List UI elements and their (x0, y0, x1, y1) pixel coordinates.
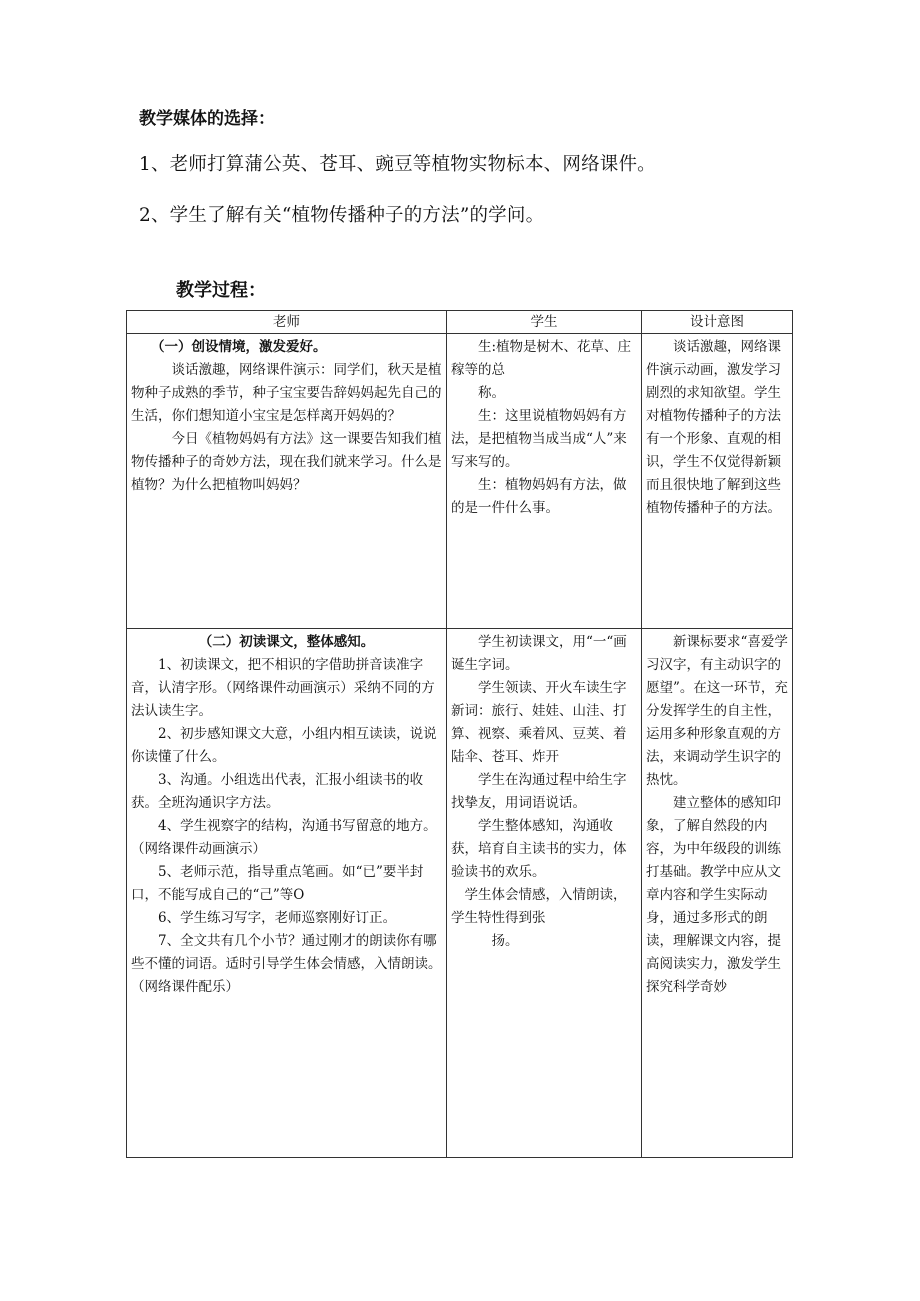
teaching-process-table (126, 310, 793, 1158)
row2-student-paragraph: 学生在沟通过程中给生字找挚友，用词语说话。 (451, 772, 627, 811)
row2-design-paragraph: 建立整体的感知印象，了解自然段的内容，为中年级段的训练打基础。教学中应从文章内容和学生实际动身，通过多形式的朗读，理解课文内容，提高阅读实力，激发学生探究科学奇妙 (646, 795, 781, 995)
row2-teacher-item: 2、初步感知课文大意，小组内相互读读，说说你读懂了什么。 (131, 726, 437, 765)
row2-teacher-item: 6、学生练习写字，老师巡察刚好订正。 (158, 910, 397, 926)
row2-student-paragraph: 学生体会情感，入情朗读，学生特性得到张 (451, 887, 627, 926)
row2-student-paragraph: 学生领读、开火车读生字新词：旅行、娃娃、山洼、打算、视察、乘着风、豆荚、着陆伞、苍耳、炸开 (451, 680, 627, 765)
row1-student-cell (447, 334, 642, 629)
media-item-2: 2、学生了解有关“植物传播种子的方法”的学问。 (139, 205, 545, 226)
row1-design-cell (642, 334, 793, 629)
header-design-intent: 设计意图 (642, 311, 793, 334)
row2-student-cell (447, 629, 642, 1158)
row1-design-paragraph: 谈话激趣，网络课件演示动画，激发学习剧烈的求知欲望。学生对植物传播种子的方法有一个形象、直观的相识，学生不仅觉得新颖而且很快地了解到这些植物传播种子的方法。 (646, 339, 781, 516)
table-row (127, 334, 793, 629)
row2-design-paragraph: 新课标要求“喜爱学习汉字，有主动识字的愿望”。在这一环节，充分发挥学生的自主性，运用多种形象直观的方法，来调动学生识字的热忱。 (646, 634, 788, 788)
header-teacher: 老师 (127, 311, 447, 334)
row2-student-paragraph: 学生初读课文，用“一“画诞生字词。 (451, 634, 627, 673)
row1-student-paragraph: 生：植物妈妈有方法，做的是一件什么事。 (451, 477, 627, 516)
row1-teacher-paragraph: 今日《植物妈妈有方法》这一课要告知我们植物传播种子的奇妙方法，现在我们就来学习。什么是植物？为什么把植物叫妈妈？ (131, 431, 442, 493)
row2-teacher-cell (127, 629, 447, 1158)
header-student: 学生 (447, 311, 642, 334)
media-item-1: 1、老师打算蒲公英、苍耳、豌豆等植物实物标本、网络课件。 (139, 154, 656, 175)
row2-teacher-item: 3、沟通。小组选出代表，汇报小组读书的收获。全班沟通识字方法。 (131, 772, 424, 811)
row1-teacher-heading: （一）创设情境，激发爱好。 (151, 339, 327, 355)
row2-student-paragraph: 学生整体感知，沟通收获，培育自主读书的实力，体验读书的欢乐。 (451, 818, 627, 880)
row2-student-paragraph: 扬。 (491, 933, 519, 949)
row2-teacher-item: 1、初读课文，把不相识的字借助拼音读准字音，认清字形。（网络课件动画演示）采纳不同的方法认读生字。 (131, 657, 435, 719)
row1-student-paragraph: 称。 (478, 385, 505, 401)
media-section-title: 教学媒体的选择： (139, 109, 275, 129)
row1-teacher-paragraph: 谈话激趣，网络课件演示：同学们，秋天是植物种子成熟的季节，种子宝宝要告辞妈妈起先自己的生活，你们想知道小宝宝是怎样离开妈妈的？ (131, 362, 442, 424)
row2-teacher-item: 7、全文共有几个小节？通过刚才的朗读你有哪些不懂的词语。适时引导学生体会情感，入情朗读。（网络课件配乐） (131, 933, 442, 995)
row2-teacher-heading: （二）初读课文，整体感知。 (198, 634, 375, 650)
row1-student-paragraph: 生:植物是树木、花草、庄稼等的总 (451, 339, 632, 378)
table-row (127, 629, 793, 1158)
table-header-row (127, 311, 793, 334)
row2-teacher-item: 5、老师示范，指导重点笔画。如“已”要半封口，不能写成自己的“己”等O (131, 864, 424, 903)
row1-student-paragraph: 生：这里说植物妈妈有方法，是把植物当成当成“人”来写来写的。 (451, 408, 627, 470)
row2-design-cell (642, 629, 793, 1158)
row1-teacher-cell (127, 334, 447, 629)
process-section-title: 教学过程： (176, 280, 266, 301)
row2-teacher-item: 4、学生视察字的结构，沟通书写留意的地方。（网络课件动画演示） (131, 818, 437, 857)
